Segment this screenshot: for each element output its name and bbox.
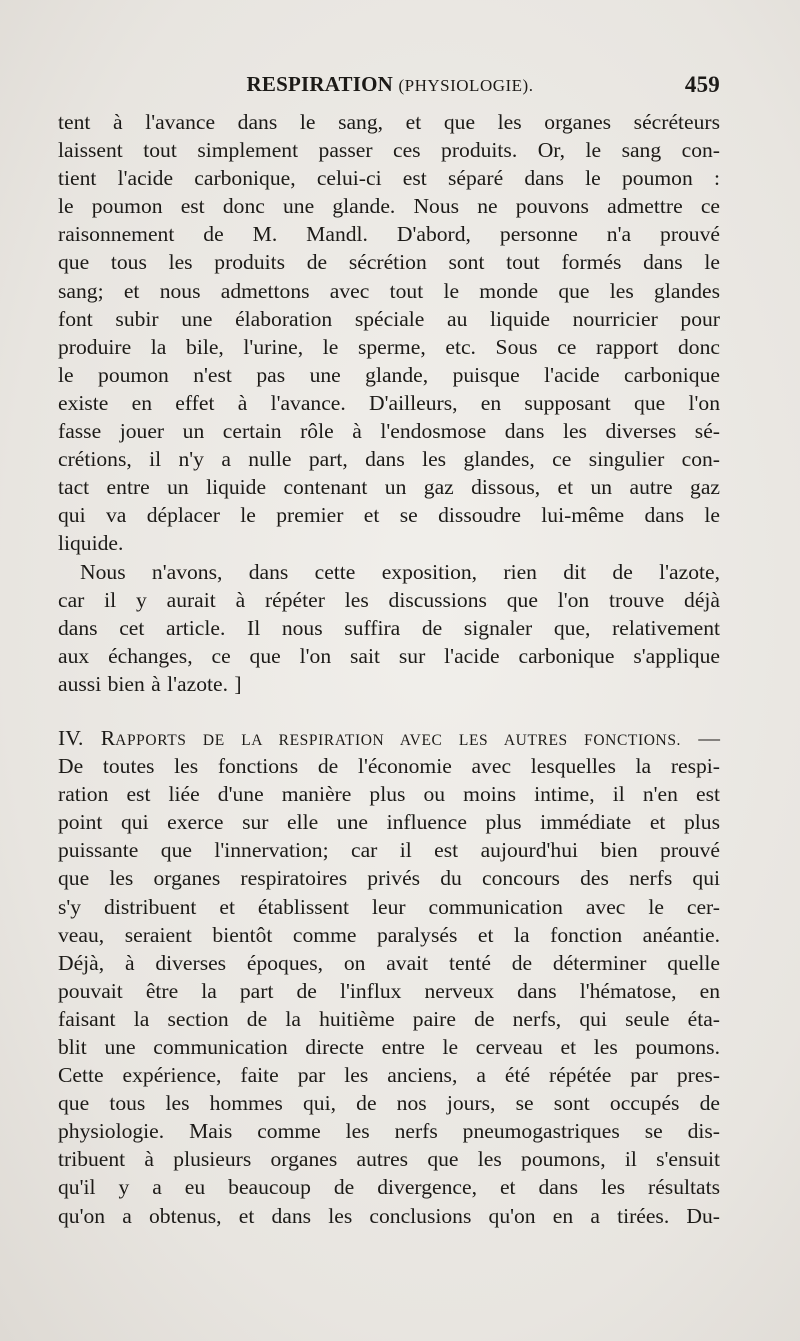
text-line: aussi bien à l'azote. ] [58,671,242,696]
section-heading-line [58,724,720,752]
text-line: Nous n'avons, dans cette exposition, rien dit de l'azote, [80,559,720,584]
paragraph-2 [58,558,720,698]
text-line: fasse jouer un certain rôle à l'endosmose dans les diverses sé- [58,419,720,444]
text-line: font subir une élaboration spéciale au liquide nourricier pour [58,306,720,331]
text-line: veau, seraient bientôt comme paralysés et la fonction anéantie. [58,922,720,947]
paragraph-gap [58,698,720,724]
text-line: s'y distribuent et établissent leur communication avec le cer- [58,894,720,919]
running-title-sub: (PHYSIOLOGIE). [398,76,534,95]
text-line: aux échanges, ce que l'on sait sur l'acide carbonique s'applique [58,643,720,668]
text-line: physiologie. Mais comme les nerfs pneumogastriques se dis- [58,1119,720,1144]
text-line: Cette expérience, faite par les anciens, a été répétée par pres- [58,1063,720,1088]
text-line: le poumon n'est pas une glande, puisque l'acide carbonique [58,362,720,387]
text-line: tribuent à plusieurs organes autres que les poumons, il s'ensuit [58,1147,720,1172]
text-line: sang; et nous admettons avec tout le monde que les glandes [58,278,720,303]
text-line: Déjà, à diverses époques, on avait tenté de déterminer quelle [58,950,720,975]
text-line: crétions, il n'y a nulle part, dans les glandes, ce singulier con- [58,447,720,472]
running-header [60,72,720,102]
text-line: pouvait être la part de l'influx nerveux dans l'hématose, en [58,978,720,1003]
text-body [58,108,720,1230]
text-line: que tous les hommes qui, de nos jours, se sont occupés de [58,1091,720,1116]
text-line: laissent tout simplement passer ces produits. Or, le sang con- [58,138,720,163]
text-line: ration est liée d'une manière plus ou moins intime, il n'en est [58,782,720,807]
running-title [60,72,720,97]
running-title-main: RESPIRATION [246,72,394,96]
section-heading: APPORTS DE LA RESPIRATION AVEC LES AUTRES FONCTIONS. [115,731,682,749]
text-line: produire la bile, l'urine, le sperme, etc. Sous ce rapport donc [58,334,720,359]
text-line: De toutes les fonctions de l'économie avec lesquelles la respi- [58,754,720,779]
text-line: que tous les produits de sécrétion sont tout formés dans le [58,250,720,275]
text-line: blit une communication directe entre le cerveau et les poumons. [58,1035,720,1059]
text-line: tact entre un liquide contenant un gaz dissous, et un autre gaz [58,475,720,500]
page-number: 459 [684,72,720,97]
paragraph-1 [58,108,720,558]
text-line: existe en effet à l'avance. D'ailleurs, en supposant que l'on [58,390,720,415]
text-line: dans cet article. Il nous suffira de signaler que, relativement [58,615,720,640]
text-line: le poumon est donc une glande. Nous ne pouvons admettre ce [58,194,720,219]
section-dash: — [698,725,720,750]
text-line: car il y aurait à répéter les discussions que l'on trouve déjà [58,587,720,612]
text-line: puissante que l'innervation; car il est aujourd'hui bien prouvé [58,838,720,863]
text-line: tient l'acide carbonique, celui-ci est séparé dans le poumon : [58,166,720,191]
text-line: qu'on a obtenus, et dans les conclusions qu'on en a tirées. Du- [58,1203,720,1228]
text-line: qu'il y a eu beaucoup de divergence, et dans les résultats [58,1175,720,1200]
text-line: faisant la section de la huitième paire de nerfs, qui seule éta- [58,1006,720,1031]
text-line: qui va déplacer le premier et se dissoudre lui-même dans le [58,503,720,528]
text-line: que les organes respiratoires privés du concours des nerfs qui [58,866,720,891]
text-line: raisonnement de M. Mandl. D'abord, personne n'a prouvé [58,222,720,247]
section-iv [58,724,720,1230]
section-numeral: IV. [58,725,84,750]
text-line: tent à l'avance dans le sang, et que les organes sécréteurs [58,110,720,134]
section-heading-initial: R [100,725,116,750]
text-line: point qui exerce sur elle une influence plus immédiate et plus [58,810,720,835]
text-line: liquide. [58,531,124,556]
